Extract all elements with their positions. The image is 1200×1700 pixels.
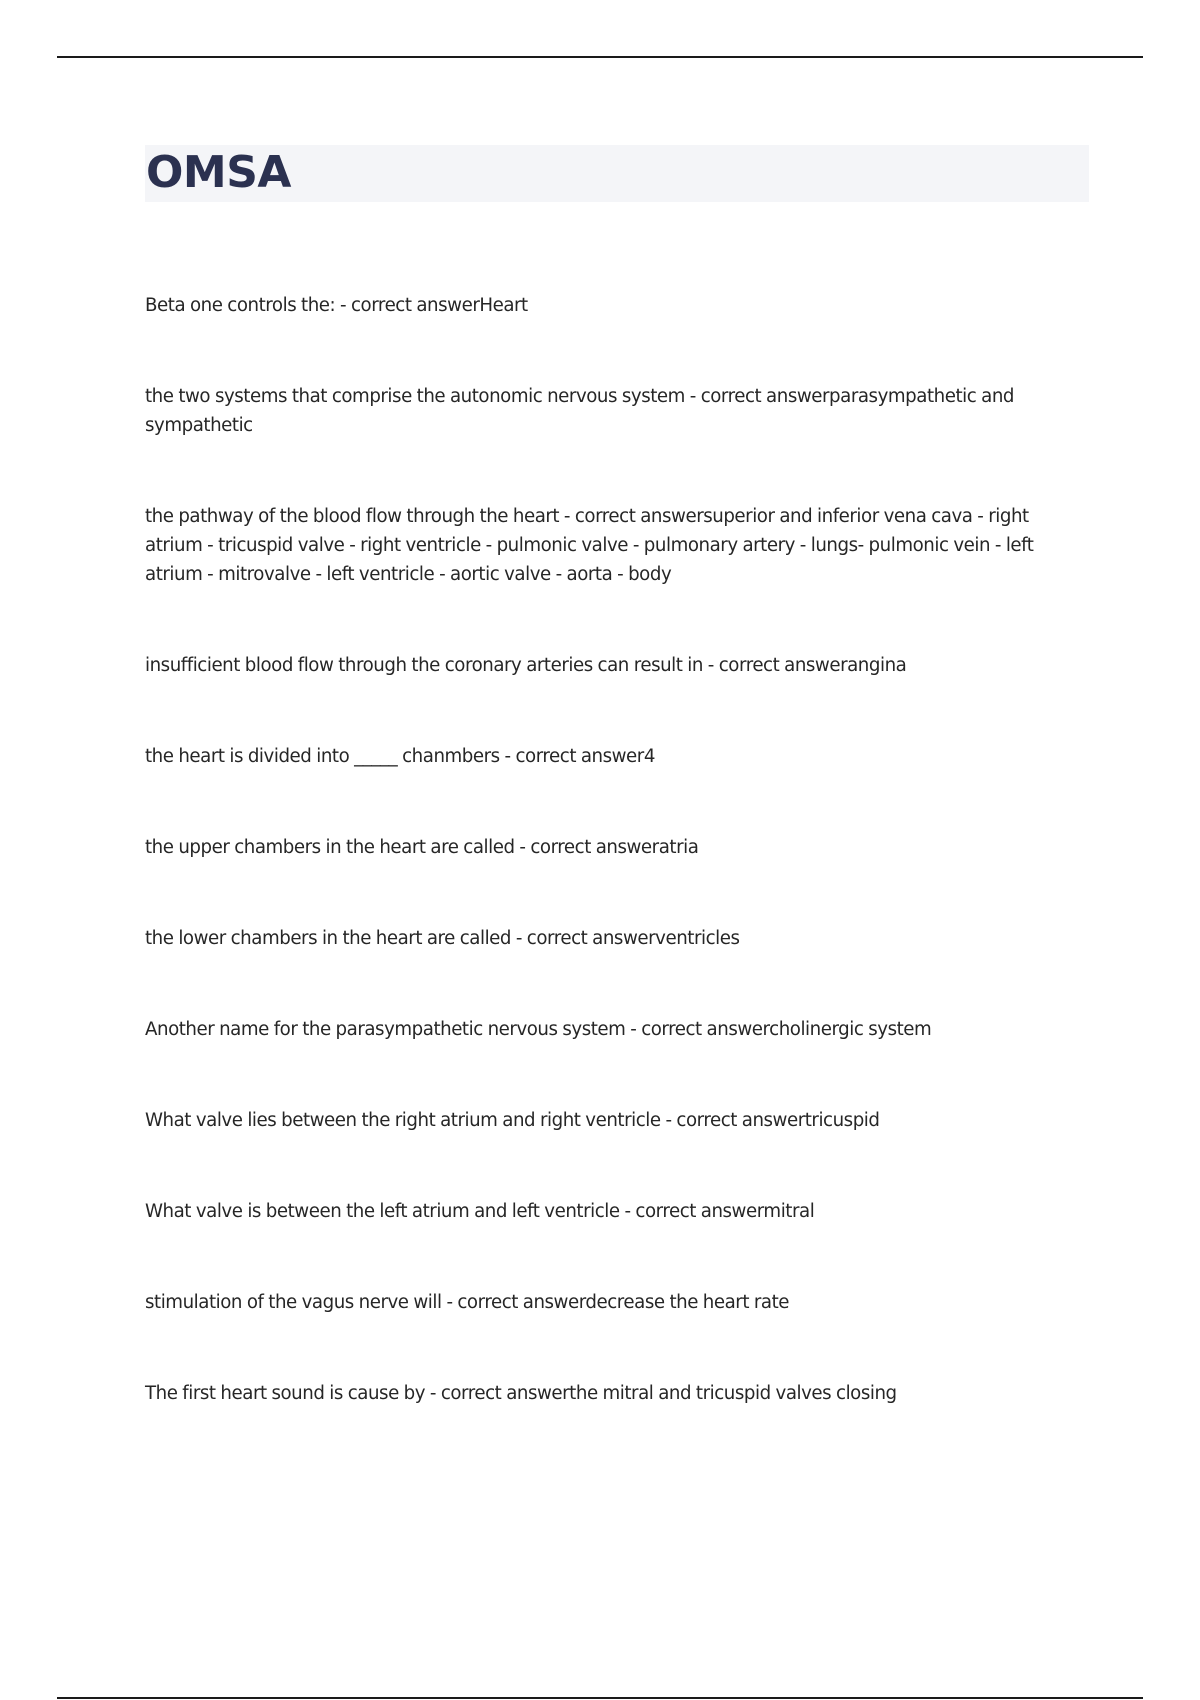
qa-item: What valve lies between the right atrium and right ventricle - correct answertricuspid	[145, 1110, 880, 1131]
qa-item: stimulation of the vagus nerve will - correct answerdecrease the heart rate	[145, 1292, 789, 1313]
qa-item: The first heart sound is cause by - correct answerthe mitral and tricuspid valves closing	[145, 1383, 897, 1404]
qa-item: the lower chambers in the heart are called - correct answerventricles	[145, 928, 740, 949]
document-title: OMSA	[146, 147, 291, 198]
qa-item: What valve is between the left atrium and left ventricle - correct answermitral	[145, 1201, 815, 1222]
qa-item: the two systems that comprise the autonomic nervous system - correct answerparasympathetic and sympathetic	[145, 386, 1014, 436]
qa-item: the upper chambers in the heart are called - correct answeratria	[145, 837, 699, 858]
qa-item: Beta one controls the: - correct answerHeart	[145, 295, 528, 316]
bottom-rule	[57, 1697, 1143, 1699]
qa-item: insufficient blood flow through the coronary arteries can result in - correct answerangina	[145, 655, 907, 676]
qa-item: Another name for the parasympathetic nervous system - correct answercholinergic system	[145, 1019, 932, 1040]
top-rule	[57, 56, 1143, 58]
qa-item: the pathway of the blood flow through the heart - correct answersuperior and inferior vena cava - right atrium - tricuspid valve - right ventricle - pulmonic valve - pulmonary artery - lungs- pulmonic vein - left atrium - mitrovalve - left ventricle - aortic valve - aorta - body	[145, 506, 1034, 585]
qa-item: the heart is divided into _____ chanmbers - correct answer4	[145, 746, 655, 767]
